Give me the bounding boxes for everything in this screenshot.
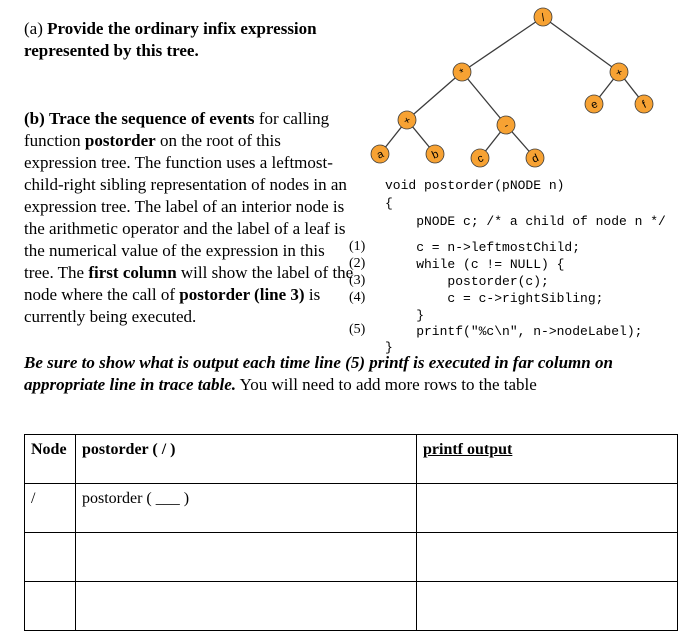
table-cell[interactable] [25, 582, 76, 631]
question-a [24, 18, 354, 62]
tree-node-operator [610, 63, 628, 81]
tree-node-leaf [426, 145, 444, 163]
code-line: void postorder(pNODE n) [385, 178, 565, 193]
code-line: while (c != NULL) { [385, 257, 565, 272]
tree-node-label: f [640, 98, 649, 111]
code-line: } [385, 308, 425, 323]
tree-node-label: / [539, 11, 548, 24]
line-number: (1) [349, 239, 366, 254]
question-b [24, 108, 354, 328]
line-number: (3) [349, 273, 366, 288]
table-row [25, 533, 678, 582]
question-b-text-3: will show the label of the node where the call of [24, 263, 354, 304]
tree-node-label: a [375, 148, 386, 162]
trace-table [24, 434, 678, 631]
question-b-emphasis: Be sure to show what is output each time line (5) printf is executed in far column on appropriate line in trace table. [24, 353, 613, 394]
table-cell[interactable] [25, 533, 76, 582]
edge [462, 72, 506, 125]
question-b-bold-2: first column [88, 263, 177, 282]
code-line: { [385, 196, 393, 211]
question-b-text-1: for calling function [24, 109, 330, 150]
tree-node-operator [497, 116, 515, 134]
table-cell[interactable] [417, 582, 678, 631]
code-line: pNODE c; /* a child of node n */ [385, 214, 666, 229]
tree-node-label: + [613, 66, 625, 80]
tree-node-leaf [471, 149, 489, 167]
question-b-instructions [24, 352, 674, 396]
expression-tree [360, 0, 692, 180]
code-line: c = n->leftmostChild; [385, 240, 581, 255]
tree-node-label: e [589, 98, 600, 112]
code-line: postorder(c); [385, 274, 549, 289]
line-number: (4) [349, 290, 366, 305]
tree-node-label: - [502, 119, 511, 133]
header-postorder: postorder ( / ) [76, 435, 417, 484]
table-cell[interactable] [76, 582, 417, 631]
tree-node-leaf [635, 95, 653, 113]
table-cell[interactable] [76, 533, 417, 582]
tree-node-leaf [371, 145, 389, 163]
header-node: Node [25, 435, 76, 484]
table-cell[interactable]: postorder ( ___ ) [76, 484, 417, 533]
question-a-text: Provide the ordinary infix expression represented by this tree. [24, 19, 317, 60]
tree-node-label: c [475, 152, 486, 166]
tree-node-leaf [585, 95, 603, 113]
tree-node-label: d [530, 152, 541, 166]
line-number: (5) [349, 322, 366, 337]
tree-edges [380, 17, 644, 158]
code-line: printf("%c\n", n->nodeLabel); [385, 324, 643, 339]
question-b-text-4: is currently being executed. [24, 285, 321, 326]
tree-node-label: + [401, 114, 413, 128]
code-line: c = c->rightSibling; [385, 291, 604, 306]
question-b-bold-3: postorder (line 3) [179, 285, 305, 304]
question-b-text-5: You will need to add more rows to the table [236, 375, 537, 394]
table-row [25, 484, 678, 533]
edge [407, 72, 462, 120]
table-cell[interactable] [417, 533, 678, 582]
question-b-label: (b) [24, 109, 45, 128]
question-b-bold-1: postorder [84, 131, 156, 150]
tree-node-label: b [430, 148, 441, 162]
edge [543, 17, 619, 72]
tree-node-operator [398, 111, 416, 129]
code-listing [385, 178, 685, 358]
table-header-row [25, 435, 678, 484]
tree-node-operator [453, 63, 471, 81]
table-row [25, 582, 678, 631]
line-numbers [349, 238, 365, 306]
tree-node-label: * [457, 66, 467, 80]
question-b-text-2: on the root of this expression tree. The function uses a leftmost-child-right sibling representation of nodes in an expression tree. The label of an interior node is the arithmetic operator and the label of a leaf is the numerical value of the expression in this tree. The [24, 131, 347, 282]
edge [462, 17, 543, 72]
question-b-lead: Trace the sequence of events [49, 109, 255, 128]
tree-node-leaf [526, 149, 544, 167]
table-cell[interactable]: / [25, 484, 76, 533]
code-line: } [385, 340, 393, 355]
table-cell[interactable] [417, 484, 678, 533]
question-a-label: (a) [24, 19, 43, 38]
header-printf-output: printf output [417, 435, 678, 484]
tree-node-operator [534, 8, 552, 26]
line-number: (2) [349, 256, 366, 271]
